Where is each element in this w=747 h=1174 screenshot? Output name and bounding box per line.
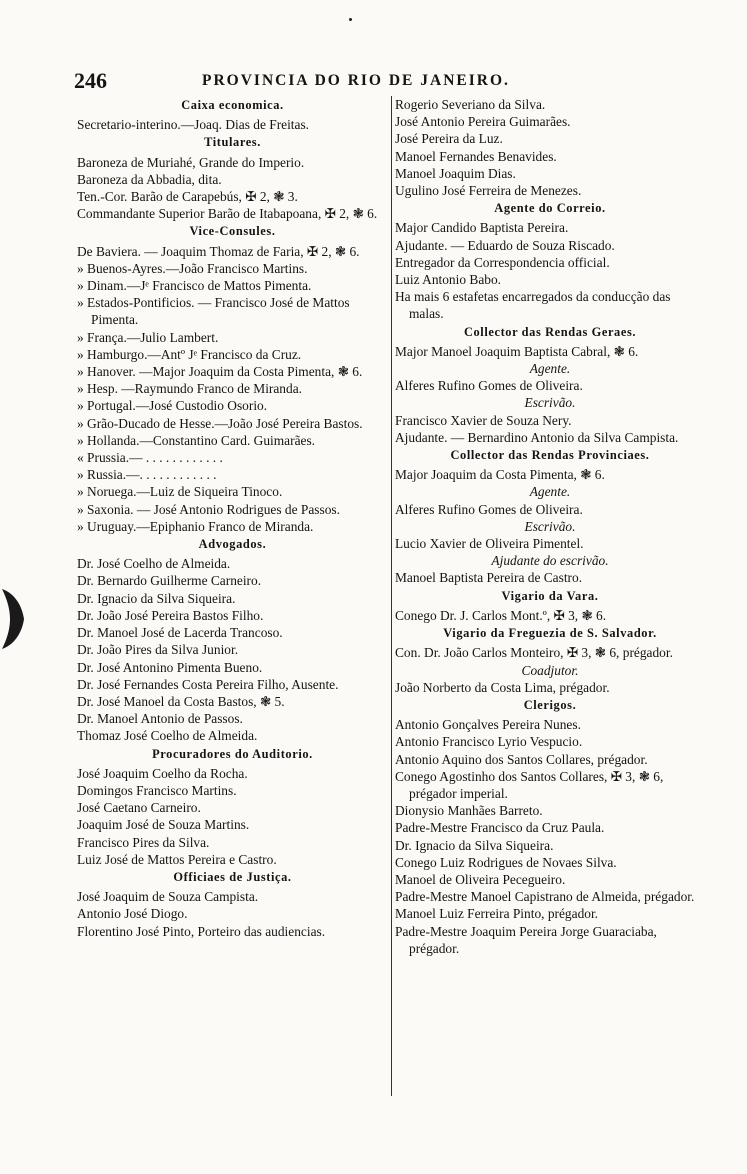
entry: Antonio Francisco Lyrio Vespucio. xyxy=(395,734,583,750)
section-heading: Collector das Rendas Geraes. xyxy=(463,324,637,339)
entry: Dr. Manoel Antonio de Passos. xyxy=(77,711,243,727)
left-column xyxy=(77,96,388,940)
entry: Secretario-interino.—Joaq. Dias de Freitas. xyxy=(77,117,310,133)
entry: Major Manoel Joaquim Baptista Cabral, ❃ 6. xyxy=(395,343,639,359)
sub-heading: Agente. xyxy=(529,361,571,377)
entry: Dionysio Manhães Barreto. xyxy=(395,803,543,819)
entry: José Antonio Pereira Guimarães. xyxy=(395,114,571,130)
entry: Commandante Superior Barão de Itabapoana, ✠ 2, ❃ 6. xyxy=(77,206,378,222)
section-heading: Vigario da Vara. xyxy=(501,588,599,603)
entry: Manoel de Oliveira Pecegueiro. xyxy=(395,871,566,887)
entry: Manoel Baptista Pereira de Castro. xyxy=(395,570,583,586)
entry: Conego Dr. J. Carlos Mont.º, ✠ 3, ❃ 6. xyxy=(395,607,607,623)
entry: Dr. João Pires da Silva Junior. xyxy=(77,642,239,658)
entry: « Prussia.— . . . . . . . . . . . . xyxy=(77,450,223,466)
section-heading: Agente do Correio. xyxy=(494,201,606,216)
page-title: PROVINCIA DO RIO DE JANEIRO. xyxy=(202,72,510,89)
entry: » Russia.—. . . . . . . . . . . . xyxy=(77,467,217,483)
section-heading: Officiaes de Justiça. xyxy=(173,869,292,884)
entry: Padre-Mestre Francisco da Cruz Paula. xyxy=(395,820,605,836)
entry: » Dinam.—Jᵉ Francisco de Mattos Pimenta. xyxy=(77,278,312,294)
entry: Francisco Pires da Silva. xyxy=(77,834,210,850)
entry: José Joaquim de Souza Campista. xyxy=(77,889,259,905)
entry: » Portugal.—José Custodio Osorio. xyxy=(77,398,268,414)
entry: » Grão-Ducado de Hesse.—João José Pereira Bastos. xyxy=(77,415,363,431)
entry: Antonio José Diogo. xyxy=(77,906,188,922)
entry: Alferes Rufino Gomes de Oliveira. xyxy=(395,501,583,517)
entry: Ajudante. — Eduardo de Souza Riscado. xyxy=(395,237,615,253)
entry: Dr. Bernardo Guilherme Carneiro. xyxy=(77,573,262,589)
entry: Conego Agostinho dos Santos Collares, ✠ 3, ❃ 6, prégador imperial. xyxy=(395,768,664,801)
entry: Dr. José Antonino Pimenta Bueno. xyxy=(77,659,263,675)
section-heading: Advogados. xyxy=(198,537,267,552)
section-heading: Procuradores do Auditorio. xyxy=(152,746,313,761)
sub-heading: Ajudante do escrivão. xyxy=(491,553,609,569)
entry: Dr. José Coelho de Almeida. xyxy=(77,556,231,572)
entry: Rogerio Severiano da Silva. xyxy=(395,97,546,112)
entry: Antonio Aquino dos Santos Collares, prégador. xyxy=(395,751,648,767)
entry: » Noruega.—Luiz de Siqueira Tinoco. xyxy=(77,484,283,500)
entry: De Baviera. — Joaquim Thomaz de Faria, ✠ 2, ❃ 6. xyxy=(77,243,360,259)
entry: Dr. João José Pereira Bastos Filho. xyxy=(77,607,264,623)
sub-heading: Escrivão. xyxy=(524,518,576,534)
margin-blot-mark xyxy=(0,583,26,655)
page-header xyxy=(74,68,700,96)
entry: » Estados-Pontificios. — Francisco José de Mattos Pimenta. xyxy=(77,295,350,328)
entry: » Hollanda.—Constantino Card. Guimarães. xyxy=(77,432,316,448)
page-number: 246 xyxy=(74,68,107,93)
entry: José Caetano Carneiro. xyxy=(77,800,201,816)
entry: Padre-Mestre Manoel Capistrano de Almeida, prégador. xyxy=(395,889,695,905)
section-heading: Vigario da Freguezia de S. Salvador. xyxy=(443,626,657,641)
entry: Major Joaquim da Costa Pimenta, ❃ 6. xyxy=(395,467,605,483)
entry: » Hesp. —Raymundo Franco de Miranda. xyxy=(77,381,302,397)
sub-heading: Escrivão. xyxy=(524,395,576,411)
entry: Ten.-Cor. Barão de Carapebús, ✠ 2, ❃ 3. xyxy=(77,189,298,205)
entry: Luiz Antonio Babo. xyxy=(395,272,501,288)
page-speck xyxy=(349,18,352,21)
entry: Manoel Joaquim Dias. xyxy=(395,165,516,181)
entry: » Buenos-Ayres.—João Francisco Martins. xyxy=(77,260,308,276)
section-heading: Caixa economica. xyxy=(181,98,284,112)
entry: Baroneza da Abbadia, dita. xyxy=(77,171,222,187)
entry: Dr. Ignacio da Silva Siqueira. xyxy=(77,590,236,606)
entry: Baroneza de Muriahé, Grande do Imperio. xyxy=(77,154,305,170)
entry: Thomaz José Coelho de Almeida. xyxy=(77,728,258,744)
sub-heading: Agente. xyxy=(529,484,571,500)
entry: Joaquim José de Souza Martins. xyxy=(77,817,250,833)
section-heading: Vice-Consules. xyxy=(189,224,276,239)
entry: Dr. Manoel José de Lacerda Trancoso. xyxy=(77,625,283,641)
entry: » Hamburgo.—Antº Jᵉ Francisco da Cruz. xyxy=(77,346,302,362)
entry: Conego Luiz Rodrigues de Novaes Silva. xyxy=(395,854,617,870)
right-column xyxy=(395,96,705,957)
section-heading: Collector das Rendas Provinciaes. xyxy=(450,448,650,463)
entry: João Norberto da Costa Lima, prégador. xyxy=(395,679,610,695)
entry: Dr. José Manoel da Costa Bastos, ❃ 5. xyxy=(77,693,285,709)
entry: » França.—Julio Lambert. xyxy=(77,329,219,345)
sub-heading: Coadjutor. xyxy=(521,662,579,678)
entry: Major Candido Baptista Pereira. xyxy=(395,220,569,236)
column-divider xyxy=(391,96,392,1096)
entry: Florentino José Pinto, Porteiro das audiencias. xyxy=(77,923,326,939)
entry: Ajudante. — Bernardino Antonio da Silva Campista. xyxy=(395,429,679,445)
entry: Padre-Mestre Joaquim Pereira Jorge Guaraciaba, prégador. xyxy=(395,923,657,956)
entry: » Saxonia. — José Antonio Rodrigues de Passos. xyxy=(77,501,340,517)
section-heading: Titulares. xyxy=(204,135,261,150)
entry: » Hanover. —Major Joaquim da Costa Pimenta, ❃ 6. xyxy=(77,364,363,380)
entry: Con. Dr. João Carlos Monteiro, ✠ 3, ❃ 6, prégador. xyxy=(395,645,673,661)
entry: José Pereira da Luz. xyxy=(395,131,503,147)
entry: Ugulino José Ferreira de Menezes. xyxy=(395,183,582,199)
entry: Antonio Gonçalves Pereira Nunes. xyxy=(395,717,581,733)
entry: José Joaquim Coelho da Rocha. xyxy=(77,765,248,781)
entry: Francisco Xavier de Souza Nery. xyxy=(395,412,572,428)
entry: Dr. Ignacio da Silva Siqueira. xyxy=(395,837,554,853)
entry: Dr. José Fernandes Costa Pereira Filho, Ausente. xyxy=(77,676,339,692)
entry: Entregador da Correspondencia official. xyxy=(395,254,610,270)
entry: Domingos Francisco Martins. xyxy=(77,782,237,798)
entry: Lucio Xavier de Oliveira Pimentel. xyxy=(395,536,584,552)
entry: » Uruguay.—Epiphanio Franco de Miranda. xyxy=(77,518,314,534)
section-heading: Clerigos. xyxy=(523,697,577,712)
entry: Luiz José de Mattos Pereira e Castro. xyxy=(77,851,277,867)
entry: Manoel Fernandes Benavides. xyxy=(395,148,557,164)
entry: Manoel Luiz Ferreira Pinto, prégador. xyxy=(395,906,599,922)
entry: Alferes Rufino Gomes de Oliveira. xyxy=(395,378,583,394)
entry: Ha mais 6 estafetas encarregados da conducção das malas. xyxy=(395,289,671,322)
